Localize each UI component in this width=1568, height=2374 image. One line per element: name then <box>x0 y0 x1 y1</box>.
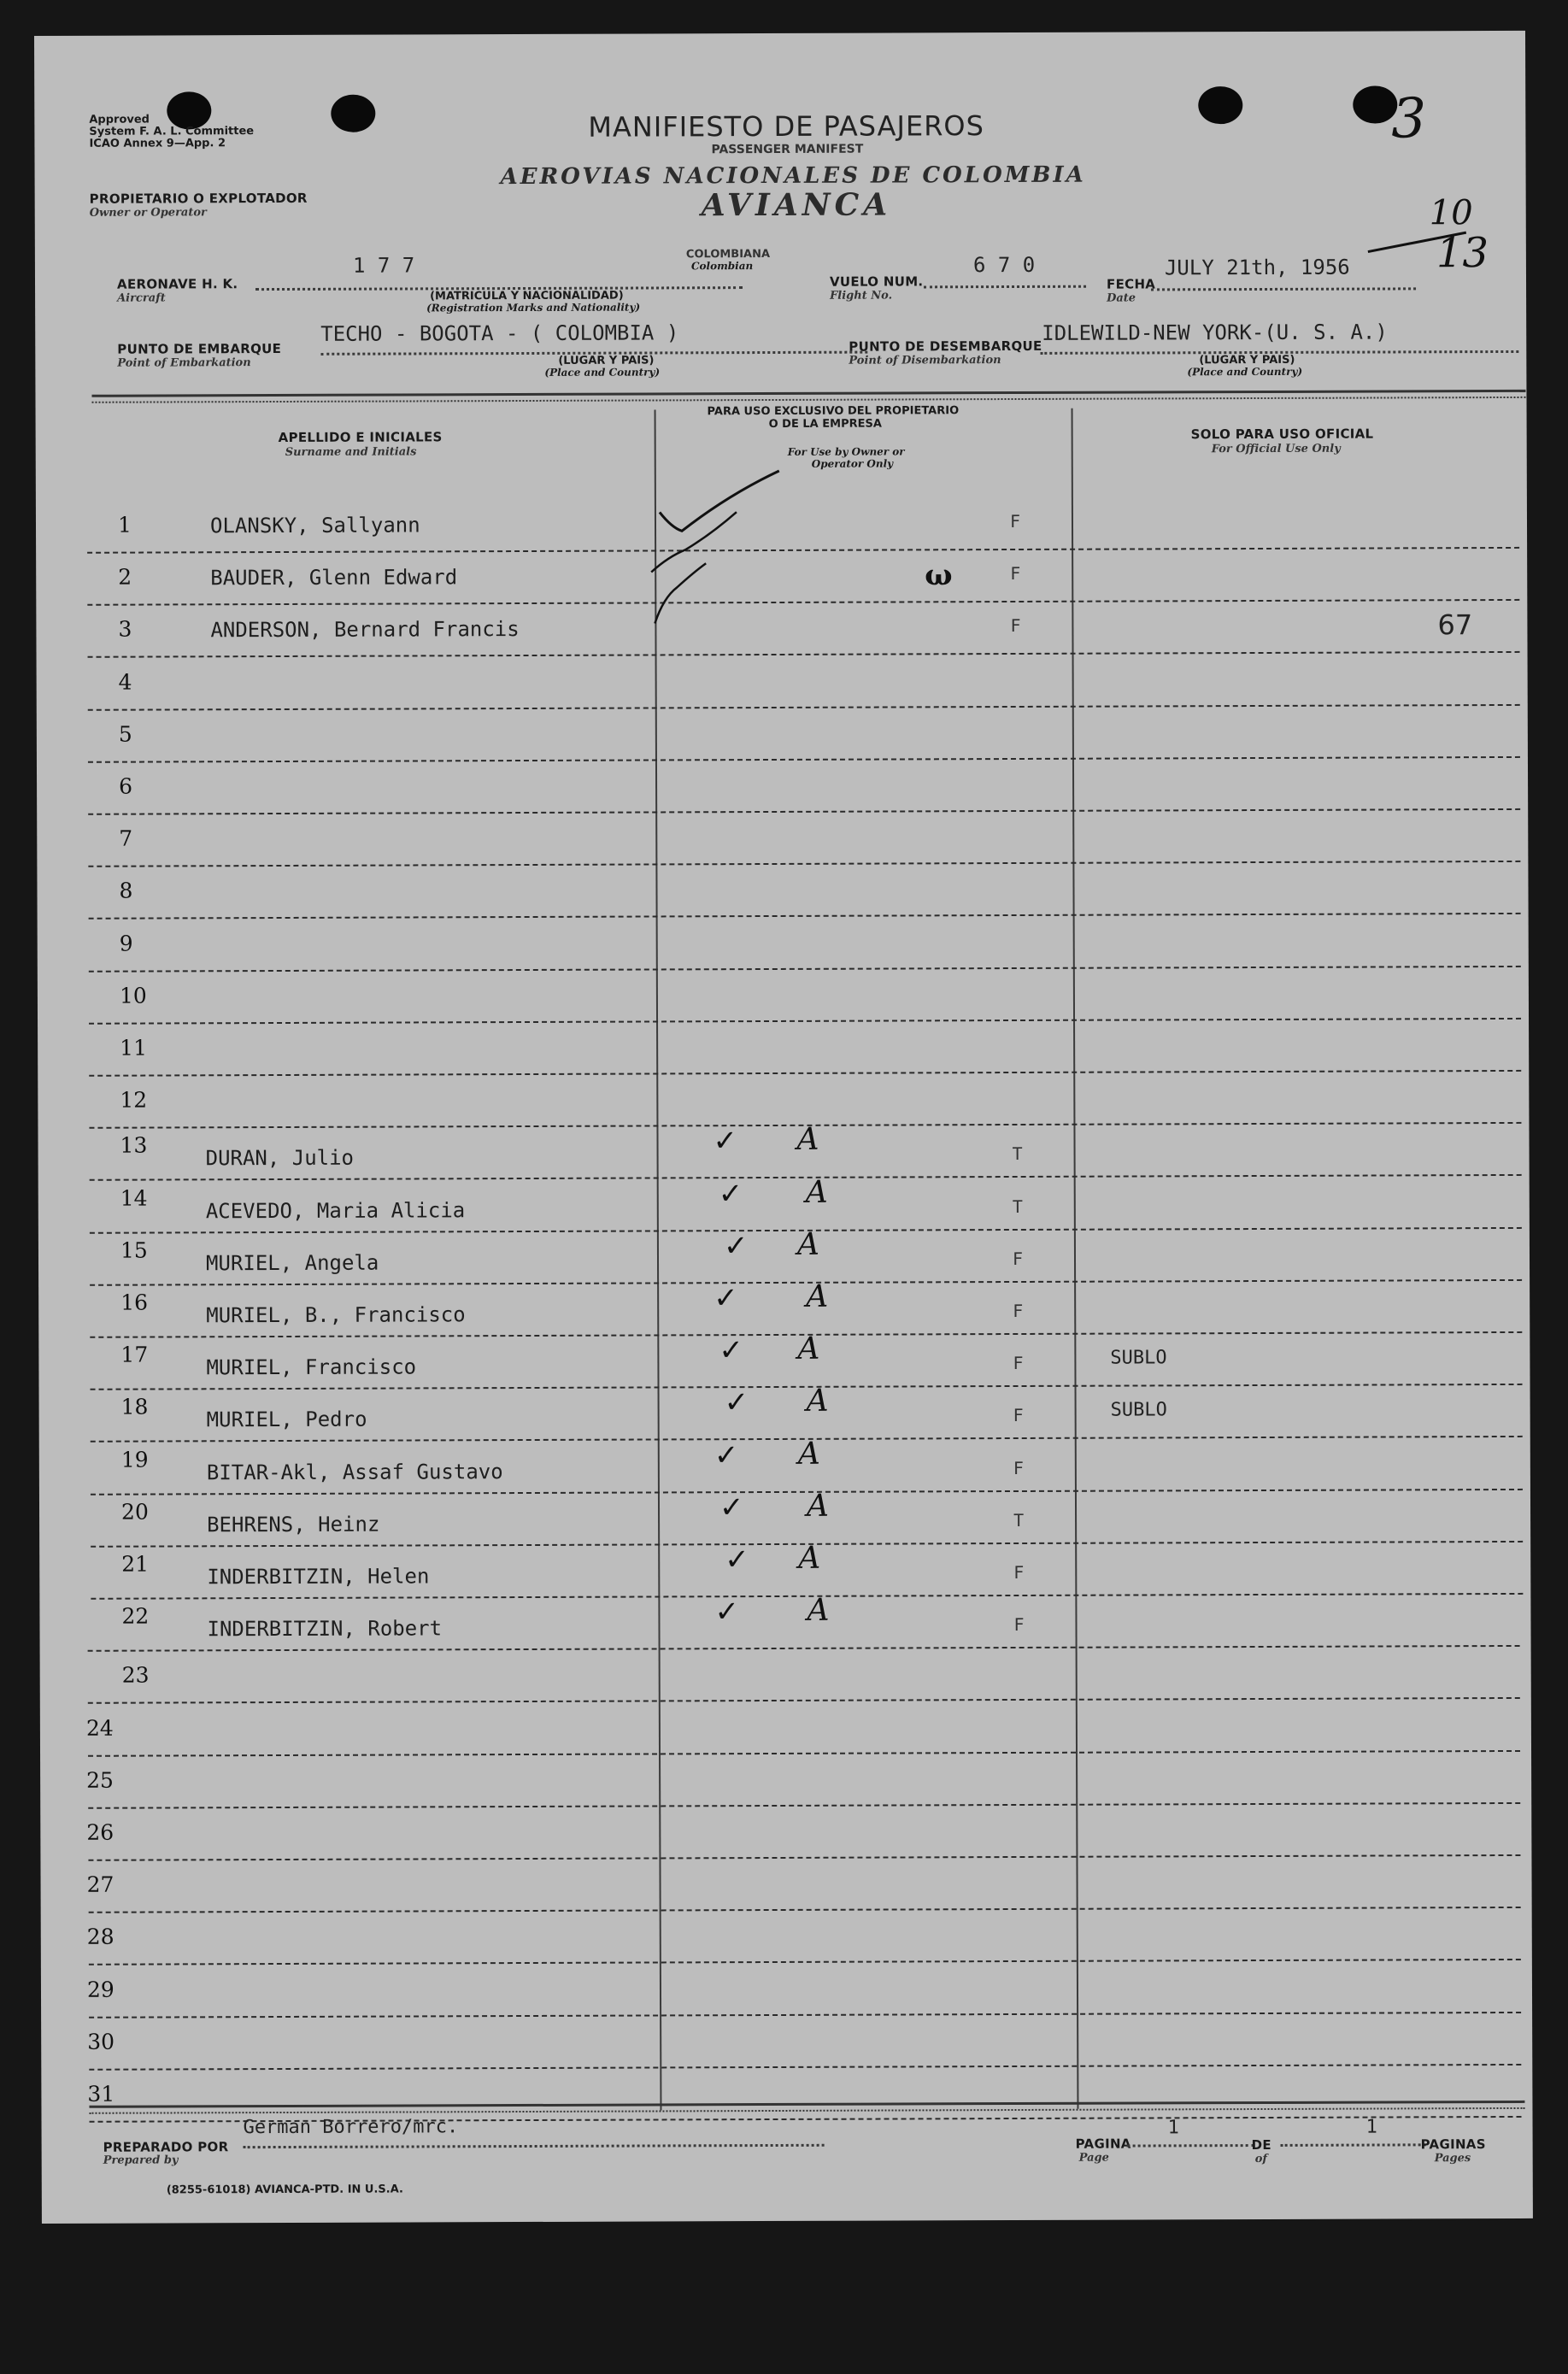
row-rule <box>88 861 1520 867</box>
row-number: 18 <box>120 1394 149 1420</box>
passenger-sex: F <box>1013 1457 1024 1478</box>
date-label: FECHA <box>1106 276 1156 292</box>
passenger-sex: F <box>1013 1614 1025 1636</box>
row-number: 20 <box>120 1499 149 1525</box>
approval-line-2: System F. A. L. Committee <box>89 125 255 138</box>
passenger-name: ACEVEDO, Maria Alicia <box>205 1197 466 1223</box>
corner-fraction-top: 10 <box>1429 193 1473 233</box>
handwritten-mark: A <box>797 1331 820 1367</box>
row-number: 30 <box>87 2029 115 2054</box>
owner-header-en-2: Operator Only <box>811 457 894 470</box>
handwritten-mark: A <box>796 1226 820 1262</box>
official-header: SOLO PARA USO OFICIAL <box>1190 426 1374 443</box>
flight-label: VUELO NUM. <box>829 273 924 290</box>
passenger-sex: F <box>1013 1300 1024 1322</box>
row-rule <box>89 1018 1521 1025</box>
row-rule <box>88 1697 1520 1704</box>
passenger-name: INDERBITZIN, Helen <box>207 1564 430 1590</box>
embark-place-label-en: (Place and Country) <box>544 366 661 379</box>
row-number: 19 <box>120 1447 149 1472</box>
punch-hole <box>167 91 211 129</box>
passenger-name: BITAR-Akl, Assaf Gustavo <box>206 1459 503 1484</box>
matricula-label-en: (Registration Marks and Nationality) <box>426 301 641 314</box>
passenger-name: DURAN, Julio <box>205 1146 355 1171</box>
pages-label: PAGINAS <box>1420 2136 1486 2153</box>
handwritten-mark: A <box>805 1174 828 1210</box>
corner-number: 3 <box>1391 87 1427 151</box>
row-number: 21 <box>121 1551 150 1577</box>
handwritten-mark: A <box>796 1122 819 1158</box>
page-label-en: Page <box>1078 2151 1109 2165</box>
total-value: 1 <box>1365 2116 1377 2138</box>
date-rule <box>1151 287 1416 291</box>
passenger-sex: F <box>1013 1561 1025 1584</box>
official-note: SUBLO <box>1110 1347 1167 1369</box>
airline-name: AEROVIAS NACIONALES DE COLOMBIA <box>500 162 1086 191</box>
official-header-en: For Official Use Only <box>1211 442 1341 456</box>
of-label: DE <box>1251 2136 1271 2154</box>
table-bottom-rule-2 <box>89 2107 1524 2114</box>
handwritten-mark: A <box>806 1488 830 1524</box>
disembark-place-label: (LUGAR Y PAIS) <box>1199 353 1295 367</box>
aircraft-label: AERONAVE H. K. <box>116 276 238 292</box>
handwritten-mark: A <box>807 1592 830 1629</box>
approval-line-3: ICAO Annex 9—App. 2 <box>89 137 226 150</box>
row-number: 27 <box>86 1872 115 1897</box>
row-number: 24 <box>85 1715 114 1741</box>
row-rule <box>89 1070 1521 1077</box>
disembark-place-label-en: (Place and Country) <box>1187 365 1303 379</box>
handwritten-mark: A <box>806 1384 829 1419</box>
row-rule <box>89 1907 1521 1913</box>
row-rule <box>88 756 1520 763</box>
punch-hole <box>331 95 375 132</box>
table-bottom-rule <box>89 2101 1524 2108</box>
owner-header-1: PARA USO EXCLUSIVO DEL PROPIETARIO <box>707 404 960 419</box>
row-number: 22 <box>121 1603 150 1629</box>
embark-label-en: Point of Embarkation <box>117 356 251 370</box>
pages-label-en: Pages <box>1434 2152 1471 2165</box>
row-number: 12 <box>120 1087 148 1113</box>
row-number: 29 <box>86 1977 115 2002</box>
page-value: 1 <box>1167 2117 1179 2139</box>
owner-header-2: O DE LA EMPRESA <box>768 417 882 432</box>
flight-rule <box>924 285 1086 289</box>
passenger-sex: F <box>1013 1353 1024 1374</box>
aircraft-label-en: Aircraft <box>117 291 166 305</box>
passenger-name: ANDERSON, Bernard Francis <box>210 617 520 643</box>
row-number: 1 <box>117 512 132 538</box>
flight-label-en: Flight No. <box>830 289 893 303</box>
prepared-rule <box>244 2144 825 2148</box>
check-mark-icon: ✓ <box>713 1124 738 1159</box>
names-header-en: Surname and Initials <box>285 445 417 459</box>
passenger-name: BAUDER, Glenn Edward <box>210 565 458 591</box>
row-rule <box>88 1645 1520 1652</box>
aircraft-value: 1 7 7 <box>352 253 415 278</box>
row-rule <box>88 1750 1520 1757</box>
passenger-name: INDERBITZIN, Robert <box>207 1616 443 1642</box>
embark-place-label: (LUGAR Y PAIS) <box>558 354 655 367</box>
prepared-value: German Borrero/mrc. <box>243 2116 459 2139</box>
passenger-sex: T <box>1012 1196 1023 1217</box>
of-label-en: of <box>1254 2152 1267 2166</box>
row-number: 13 <box>120 1132 148 1159</box>
disembark-label-en: Point of Disembarkation <box>849 354 1001 367</box>
punch-hole <box>1198 86 1242 124</box>
row-rule <box>89 2064 1521 2071</box>
handwritten-mark: A <box>806 1278 829 1314</box>
embark-label: PUNTO DE EMBARQUE <box>117 340 282 357</box>
matricula-label: (MATRICULA Y NACIONALIDAD) <box>430 289 624 303</box>
passenger-name: MURIEL, Angela <box>205 1250 379 1276</box>
passenger-sex: F <box>1010 563 1021 585</box>
nationality-value: COLOMBIANA <box>685 247 771 261</box>
row-number: 2 <box>118 564 132 590</box>
check-mark-icon: ✓ <box>719 1333 743 1368</box>
passenger-sex: F <box>1009 510 1021 532</box>
column-divider-official <box>1072 408 1079 2109</box>
row-rule <box>88 1854 1520 1861</box>
passenger-sex: T <box>1013 1509 1025 1531</box>
nationality-value-en: Colombian <box>690 260 754 273</box>
row-rule <box>88 808 1520 815</box>
names-header: APELLIDO E INICIALES <box>278 429 443 446</box>
check-mark-icon: ✓ <box>725 1543 749 1578</box>
disembark-label: PUNTO DE DESEMBARQUE <box>849 338 1042 355</box>
handwritten-w-mark: ω <box>925 558 953 593</box>
passenger-name: BEHRENS, Heinz <box>207 1512 380 1537</box>
check-mark-icon: ✓ <box>714 1595 740 1630</box>
row-number: 9 <box>119 931 133 956</box>
checkmarks-rows-1-3 <box>634 461 823 675</box>
page-rule <box>1127 2144 1255 2148</box>
row-rule <box>89 913 1521 920</box>
row-number: 31 <box>87 2081 115 2107</box>
handwritten-mark: A <box>797 1436 820 1472</box>
embark-value: TECHO - BOGOTA - ( COLOMBIA ) <box>320 320 679 346</box>
check-mark-icon: ✓ <box>714 1437 739 1472</box>
passenger-sex: F <box>1013 1405 1024 1426</box>
official-note: 67 <box>1437 608 1473 642</box>
check-mark-icon: ✓ <box>723 1228 749 1263</box>
row-number: 4 <box>118 669 132 695</box>
airline-brand: AVIANCA <box>701 186 892 224</box>
row-number: 14 <box>120 1185 148 1211</box>
corner-fraction-bottom: 13 <box>1436 229 1489 278</box>
check-mark-icon: ✓ <box>719 1490 744 1525</box>
flight-value: 6 7 0 <box>972 252 1036 278</box>
passenger-name: MURIEL, B., Francisco <box>206 1302 466 1328</box>
row-number: 28 <box>86 1924 115 1950</box>
handwritten-mark: A <box>798 1540 821 1576</box>
passenger-name: MURIEL, Pedro <box>206 1407 367 1432</box>
row-number: 25 <box>86 1767 114 1793</box>
row-number: 6 <box>119 773 133 799</box>
passenger-sex: T <box>1012 1143 1023 1165</box>
owner-label-en: Owner or Operator <box>89 206 207 220</box>
official-note: SUBLO <box>1110 1399 1167 1422</box>
passenger-name: OLANSKY, Sallyann <box>209 513 420 538</box>
row-number: 10 <box>119 983 147 1008</box>
total-rule <box>1281 2143 1426 2147</box>
passenger-sex: F <box>1012 1248 1024 1269</box>
manifest-sheet <box>34 31 1533 2224</box>
date-value: JULY 21th, 1956 <box>1164 255 1350 280</box>
row-number: 16 <box>120 1290 149 1315</box>
prepared-label: PREPARADO POR <box>103 2139 229 2155</box>
manifest-title: MANIFIESTO DE PASAJEROS <box>588 109 984 144</box>
table-top-rule <box>91 390 1525 397</box>
row-number: 23 <box>121 1662 150 1689</box>
row-rule <box>89 966 1521 973</box>
check-mark-icon: ✓ <box>714 1281 738 1316</box>
date-label-en: Date <box>1107 291 1136 305</box>
row-rule <box>89 2012 1521 2018</box>
table-top-rule-2 <box>91 397 1525 403</box>
owner-header-en-1: For Use by Owner or <box>787 445 905 458</box>
row-number: 5 <box>118 721 132 747</box>
check-mark-icon: ✓ <box>724 1385 749 1420</box>
row-number: 15 <box>120 1237 148 1263</box>
owner-label: PROPIETARIO O EXPLOTADOR <box>89 190 308 207</box>
check-mark-icon: ✓ <box>718 1176 743 1211</box>
row-number: 26 <box>86 1819 115 1845</box>
passenger-name: MURIEL, Francisco <box>206 1354 417 1380</box>
disembark-value: IDLEWILD-NEW YORK-(U. S. A.) <box>1042 320 1388 345</box>
form-code: (8255-61018) AVIANCA-PTD. IN U.S.A. <box>166 2183 403 2197</box>
page-label: PAGINA <box>1075 2136 1131 2152</box>
row-rule <box>88 704 1520 711</box>
row-number: 3 <box>118 616 132 643</box>
prepared-label-en: Prepared by <box>103 2154 179 2167</box>
row-rule <box>89 1959 1521 1966</box>
row-number: 7 <box>119 826 133 851</box>
row-number: 17 <box>120 1342 149 1367</box>
row-number: 11 <box>120 1035 147 1061</box>
passenger-sex: F <box>1010 615 1021 637</box>
row-rule <box>88 1802 1520 1809</box>
row-number: 8 <box>119 878 133 904</box>
manifest-title-en: PASSENGER MANIFEST <box>711 142 864 157</box>
approval-line-1: Approved <box>89 113 150 126</box>
